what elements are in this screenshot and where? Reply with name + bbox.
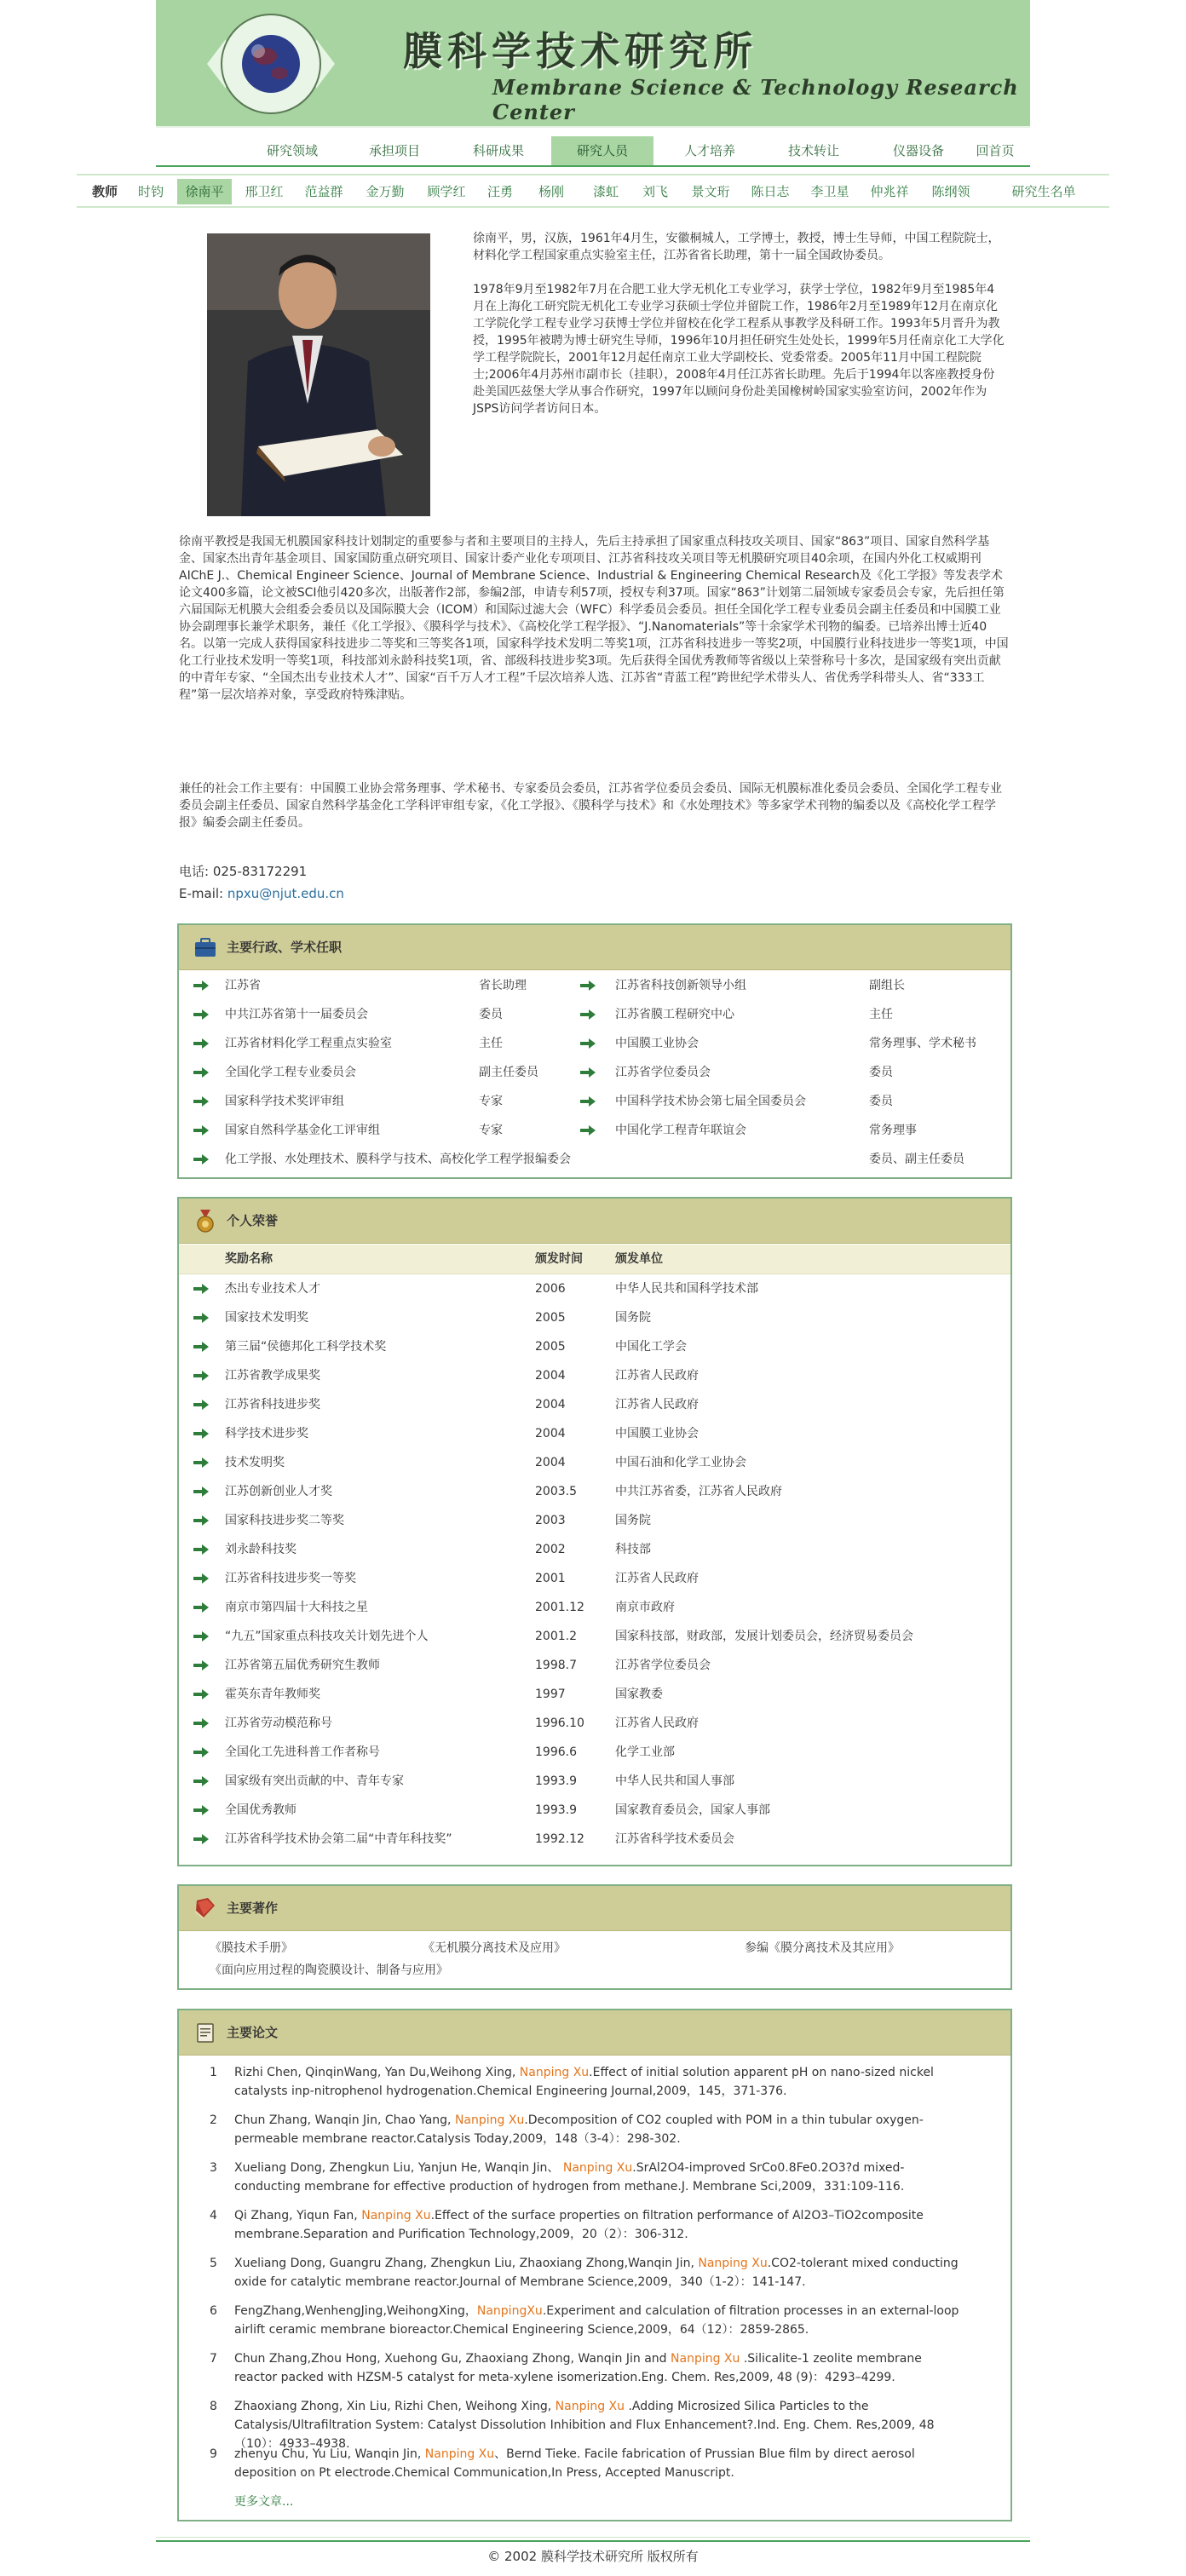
honor-year: 2004: [535, 1398, 566, 1412]
honor-row: [179, 1767, 1010, 1796]
position-row: [179, 1145, 1010, 1174]
paper-title-source: .Decomposition of CO2 coupled with POM in a thin tubular oxygen-permeable membrane reactor.Catalysis Today,2009，148（3-4）：298-302.: [234, 2113, 924, 2146]
paper-authors: Xueliang Dong, Guangru Zhang, Zhengkun Liu, Zhaoxiang Zhong,Wanqin Jin,: [234, 2257, 699, 2270]
more-papers-link[interactable]: 更多文章...: [234, 2495, 294, 2509]
books-panel-header: [179, 1886, 1010, 1931]
positions-panel: [177, 923, 1012, 1179]
position-org: 化工学报、水处理技术、膜科学与技术、高校化学工程学报编委会: [225, 1153, 571, 1166]
honor-org: 江苏省人民政府: [615, 1398, 699, 1412]
profile-bio: [473, 230, 1005, 434]
position-role: 副组长: [869, 979, 905, 992]
subnav-item-liweixing[interactable]: 李卫星: [810, 184, 849, 199]
contact-phone: 电话: 025-83172291: [179, 864, 308, 879]
positions-panel-header: [179, 925, 1010, 970]
position-row: [179, 1116, 1010, 1145]
subnav-item-jinwanqin[interactable]: 金万勤: [366, 184, 405, 199]
arrow-right-icon: [579, 980, 596, 992]
arrow-right-icon: [193, 1038, 210, 1049]
paper-citation: [234, 2445, 967, 2482]
honor-year: 1996.6: [535, 1745, 577, 1759]
honor-year: 2005: [535, 1340, 566, 1354]
honor-row: [179, 1332, 1010, 1361]
contact-email-row: [179, 883, 344, 905]
medal-icon: [193, 1208, 218, 1233]
position-role: 主任: [479, 1037, 503, 1050]
books-panel: [177, 1884, 1012, 1990]
position-role: 委员: [869, 1095, 893, 1108]
honor-org: 国务院: [615, 1514, 651, 1527]
honor-name: 江苏省科技进步奖: [225, 1398, 320, 1412]
honor-name: 江苏省第五届优秀研究生教师: [225, 1659, 380, 1672]
more-papers-row: [234, 2493, 293, 2510]
paper-highlight-author: NanpingXu: [476, 2304, 543, 2318]
honor-row: [179, 1535, 1010, 1564]
honor-row: [179, 1303, 1010, 1332]
position-org: 国家自然科学基金化工评审组: [225, 1124, 380, 1137]
position-role: 常务理事、学术秘书: [869, 1037, 976, 1050]
honor-org: 国家教委: [615, 1688, 663, 1701]
subnav-item-zhongzhaoxiang[interactable]: 仲兆祥: [870, 184, 909, 199]
papers-panel-header: [179, 2010, 1010, 2056]
papers-title: 主要论文: [227, 2025, 279, 2040]
paper-number: 9: [210, 2447, 217, 2461]
logo-globe-icon: [173, 7, 369, 121]
honor-org: 江苏省人民政府: [615, 1716, 699, 1730]
honor-name: 国家技术发明奖: [225, 1311, 308, 1325]
paper-number: 2: [210, 2113, 217, 2127]
nav-research-areas[interactable]: 研究领域: [266, 143, 318, 158]
honor-org: 南京市政府: [615, 1601, 675, 1614]
position-role: 专家: [479, 1124, 503, 1137]
position-role: 副主任委员: [479, 1066, 538, 1079]
honor-year: 2001.12: [535, 1601, 584, 1614]
honor-year: 2004: [535, 1369, 566, 1383]
arrow-right-icon: [193, 1717, 210, 1729]
profile-social: 兼任的社会工作主要有：中国膜工业协会常务理事、学术秘书、专家委员会委员，江苏省学位委员会委员、国际无机膜标准化委员会委员、全国化学工程专业委员会副主任委员、国家自然科学基金化工学科评审组专家，《化工学报》、《膜科学与技术》和《水处理技术》等多家学术刊物的编委以及《高校化学工程学报》编委会副主任委员。: [179, 782, 1002, 830]
honor-year: 2003: [535, 1514, 566, 1527]
position-org: 江苏省科技创新领导小组: [615, 979, 746, 992]
honor-org: 化学工业部: [615, 1745, 675, 1759]
honors-panel-header: [179, 1199, 1010, 1244]
book-item: 《膜技术手册》: [210, 1941, 293, 1955]
position-role: 专家: [479, 1095, 503, 1108]
paper-authors: Chun Zhang, Wanqin Jin, Chao Yang,: [234, 2113, 455, 2127]
honor-year: 2004: [535, 1427, 566, 1440]
arrow-right-icon: [193, 1124, 210, 1136]
paper-highlight-author: Nanping Xu: [698, 2257, 768, 2270]
nav-researchers[interactable]: 研究人员: [551, 136, 653, 165]
honor-row: [179, 1622, 1010, 1651]
honor-org: 国务院: [615, 1311, 651, 1325]
paper-citation: [234, 2349, 967, 2387]
subnav-item-shijun[interactable]: 时钧: [137, 184, 164, 199]
arrow-right-icon: [193, 1428, 210, 1440]
paper-citation: [234, 2111, 967, 2148]
honor-row: [179, 1419, 1010, 1448]
paper-title-source: .CO2-tolerant mixed conducting oxide for catalytic membrane reactor.Journal of Membrane Science,2009，340（1-2）：141-147.: [234, 2257, 959, 2289]
honor-name: 江苏创新创业人才奖: [225, 1485, 332, 1498]
paper-number: 3: [210, 2161, 217, 2175]
honor-row: [179, 1361, 1010, 1390]
nav-equipment[interactable]: 仪器设备: [892, 143, 944, 158]
position-org: 江苏省: [225, 979, 261, 992]
position-role: 常务理事: [869, 1124, 917, 1137]
paper-highlight-author: Nanping Xu: [671, 2352, 740, 2366]
arrow-right-icon: [193, 1601, 210, 1613]
arrow-right-icon: [193, 1067, 210, 1078]
position-row: [179, 1000, 1010, 1029]
honor-name: 刘永龄科技奖: [225, 1543, 296, 1556]
honor-row: [179, 1738, 1010, 1767]
paper-authors: Rizhi Chen, QinqinWang, Yan Du,Weihong Xing,: [234, 2066, 520, 2079]
position-row: [179, 1058, 1010, 1087]
honor-name: 全国优秀教师: [225, 1803, 296, 1817]
paper-authors: Xueliang Dong, Zhengkun Liu, Yanjun He, Wanqin Jin、: [234, 2161, 563, 2175]
arrow-right-icon: [193, 1312, 210, 1324]
honor-org: 中华人民共和国科学技术部: [615, 1282, 758, 1296]
paper-title-source: .Adding Microsized Silica Particles to the Catalysis/Ultrafiltration System: Catalyst Dissolution Inhibition and Flux Enhancement?.Ind. Eng. Chem. Res,2009, 48（10）：4933–4938.: [234, 2400, 935, 2451]
honor-year: 2002: [535, 1543, 566, 1556]
arrow-right-icon: [193, 1688, 210, 1700]
book-item: 《无机膜分离技术及应用》: [423, 1941, 566, 1955]
honor-year: 2001.2: [535, 1630, 577, 1643]
honor-org: 国家科技部，财政部，发展计划委员会，经济贸易委员会: [615, 1630, 913, 1643]
document-icon: [193, 2020, 218, 2045]
arrow-right-icon: [193, 1659, 210, 1671]
subnav-item-jingwenheng[interactable]: 景文珩: [691, 184, 730, 199]
paper-authors: Zhaoxiang Zhong, Xin Liu, Rizhi Chen, Weihong Xing,: [234, 2400, 556, 2413]
honor-org: 中共江苏省委，江苏省人民政府: [615, 1485, 782, 1498]
paper-number: 6: [210, 2304, 217, 2318]
honor-row: [179, 1477, 1010, 1506]
honor-name: 江苏省劳动模范称号: [225, 1716, 332, 1730]
paper-citation: [234, 2302, 967, 2339]
paper-authors: FengZhang,WenhengJing,WeihongXing，: [234, 2304, 477, 2318]
honor-year: 1996.10: [535, 1716, 584, 1730]
arrow-right-icon: [193, 1630, 210, 1642]
nav-home[interactable]: 回首页: [976, 143, 1015, 158]
site-title-cn: 膜科学技术研究所: [403, 28, 757, 74]
site-title-en: Membrane Science & Technology Research Center: [492, 75, 1019, 124]
arrow-right-icon: [193, 1486, 210, 1498]
divider: [77, 174, 1109, 175]
subnav-item-chengangling[interactable]: 陈纲领: [931, 184, 970, 199]
honor-row: [179, 1448, 1010, 1477]
honor-year: 2004: [535, 1456, 566, 1469]
portrait-photo: [207, 233, 430, 516]
position-org: 江苏省材料化学工程重点实验室: [225, 1037, 392, 1050]
subnav-label: 教师: [91, 184, 118, 199]
position-row: [179, 1087, 1010, 1116]
divider: [156, 2537, 1030, 2538]
arrow-right-icon: [193, 1399, 210, 1411]
honor-row: [179, 1680, 1010, 1709]
subnav-item-liufei[interactable]: 刘飞: [642, 184, 668, 199]
subnav-item-qihong[interactable]: 漆虹: [592, 184, 619, 199]
honor-name: 第三届“侯德邦化工科学技术奖: [225, 1340, 387, 1354]
position-role: 主任: [869, 1008, 893, 1021]
paper-highlight-author: Nanping Xu: [424, 2447, 495, 2461]
honor-org: 中国化工学会: [615, 1340, 687, 1354]
honor-name: 国家级有突出贡献的中、青年专家: [225, 1774, 404, 1788]
arrow-right-icon: [193, 1341, 210, 1353]
position-org: 全国化学工程专业委员会: [225, 1066, 356, 1079]
honor-year: 2006: [535, 1282, 566, 1296]
arrow-right-icon: [193, 1009, 210, 1021]
book-icon: [193, 1895, 218, 1921]
subnav-item-chenrizhi[interactable]: 陈日志: [751, 184, 790, 199]
honor-name: “九五”国家重点科技攻关计划先进个人: [225, 1630, 429, 1643]
arrow-right-icon: [579, 1095, 596, 1107]
book-item: 参编《膜分离技术及其应用》: [745, 1941, 900, 1955]
profile-research: 徐南平教授是我国无机膜国家科技计划制定的重要参与者和主要项目的主持人，先后主持承担了国家重点科技攻关项目、国家“863”项目、国家自然科学基金、国家杰出青年基金项目、国家国防重点研究项目、国家计委产业化专项项目、江苏省科技攻关项目等无机膜研究项目40余项，在国内外化工权威期刊AIChE J.、Chemical Engineer Science、Journal of Membrane Science、Industrial & Engineering Chemical Research及《化工学报》等发表学术论文400多篇，论文被SCI他引420多次，出版著作2部，参编2部，申请专利57项，授权专利37项。国家“863”计划第二届领域专家委员会专家，先后担任第六届国际无机膜大会组委会委员以及国际膜大会（ICOM）和国际过滤大会（WFC）科学委员会委员。担任全国化学工程专业委员会副主任委员和中国膜工业协会副理事长兼学术职务，兼任《化工学报》、《膜科学与技术》、《高校化学工程学报》、“J.Nanomaterials”等十余家学术刊物的编委。已培养出博士近40名。以第一完成人获得国家科技进步二等奖和三等奖各1项，国家科学技术发明二等奖1项，江苏省科技进步一等奖2项，中国膜行业科技进步一等奖1项，中国化工行业技术发明一等奖1项，科技部刘永龄科技奖1项，省、部级科技进步奖3项。先后获得全国优秀教师等省级以上荣誉称号十多次，是国家级有突出贡献的中青年专家、“全国杰出专业技术人才”、国家“百千万人才工程”千层次培养人选、江苏省“青蓝工程”跨世纪学术带头人、省优秀学科带头人、省“333工程”第一层次培养对象，享受政府特殊津贴。: [179, 535, 1009, 702]
honors-title: 个人荣誉: [227, 1213, 279, 1228]
arrow-right-icon: [579, 1067, 596, 1078]
subnav-item-wangyong[interactable]: 汪勇: [486, 184, 513, 199]
honors-col-org: 颁发单位: [615, 1252, 663, 1266]
paper-highlight-author: Nanping Xu: [361, 2209, 431, 2222]
position-org: 中国膜工业协会: [615, 1037, 699, 1050]
honor-org: 中国石油和化学工业协会: [615, 1456, 746, 1469]
honor-org: 江苏省人民政府: [615, 1369, 699, 1383]
arrow-right-icon: [193, 1804, 210, 1816]
position-role: 委员、副主任委员: [869, 1153, 964, 1166]
honor-row: [179, 1506, 1010, 1535]
position-org: 中国化学工程青年联谊会: [615, 1124, 746, 1137]
honor-name: 国家科技进步奖二等奖: [225, 1514, 344, 1527]
honor-org: 江苏省科学技术委员会: [615, 1832, 734, 1846]
footer-copyright: © 2002 膜科学技术研究所 版权所有: [487, 2549, 699, 2564]
honor-name: 技术发明奖: [225, 1456, 285, 1469]
honor-name: 霍英东青年教师奖: [225, 1688, 320, 1701]
honors-panel: [177, 1197, 1012, 1866]
arrow-right-icon: [579, 1009, 596, 1021]
arrow-right-icon: [193, 1544, 210, 1555]
honor-name: 科学技术进步奖: [225, 1427, 308, 1440]
subnav-item-guxuehong[interactable]: 顾学红: [427, 184, 466, 199]
header-banner: [156, 0, 1030, 126]
position-row: [179, 971, 1010, 1000]
arrow-right-icon: [579, 1038, 596, 1049]
contact-email-link[interactable]: npxu@njut.edu.cn: [227, 886, 344, 901]
honor-year: 1993.9: [535, 1774, 577, 1788]
honors-table-header: [179, 1245, 1010, 1274]
divider: [156, 165, 1030, 167]
paper-number: 8: [210, 2400, 217, 2413]
paper-highlight-author: Nanping Xu: [562, 2161, 633, 2175]
subnav-item-fanyiqun[interactable]: 范益群: [304, 184, 343, 199]
arrow-right-icon: [193, 980, 210, 992]
arrow-right-icon: [193, 1153, 210, 1165]
divider: [77, 206, 1109, 208]
books-title: 主要著作: [227, 1900, 279, 1916]
position-org: 中国科学技术协会第七届全国委员会: [615, 1095, 806, 1108]
nav-tech-transfer[interactable]: 技术转让: [787, 143, 839, 158]
paper-number: 1: [210, 2066, 217, 2079]
honors-col-name: 奖励名称: [225, 1252, 273, 1266]
honors-col-year: 颁发时间: [535, 1252, 583, 1266]
honor-year: 1992.12: [535, 1832, 584, 1846]
honor-row: [179, 1651, 1010, 1680]
paper-citation: [234, 2159, 967, 2196]
honor-year: 1993.9: [535, 1803, 577, 1817]
position-role: 委员: [479, 1008, 503, 1021]
honor-year: 2003.5: [535, 1485, 577, 1498]
honor-row: [179, 1593, 1010, 1622]
honor-name: 南京市第四届十大科技之星: [225, 1601, 368, 1614]
subnav-item-xingweihong[interactable]: 邢卫红: [245, 184, 284, 199]
positions-title: 主要行政、学术任职: [227, 940, 343, 955]
paper-title-source: 、Bernd Tieke. Facile fabrication of Prussian Blue film by direct aerosol deposition on Pt electrode.Chemical Communication,In Press, Accepted Manuscript.: [234, 2447, 915, 2480]
arrow-right-icon: [193, 1775, 210, 1787]
honor-name: 江苏省科技进步奖一等奖: [225, 1572, 356, 1585]
contact-email-label: E-mail:: [179, 886, 227, 901]
honor-row: [179, 1796, 1010, 1825]
honor-org: 科技部: [615, 1543, 651, 1556]
arrow-right-icon: [193, 1833, 210, 1845]
honor-org: 江苏省学位委员会: [615, 1659, 711, 1672]
paper-title-source: .SrAl2O4-improved SrCo0.8Fe0.2O3?d mixed-conducting membrane for effective production of hydrogen from methane.J. Membrane Sci,2009，331:109-116.: [234, 2161, 905, 2194]
arrow-right-icon: [193, 1515, 210, 1527]
honor-org: 江苏省人民政府: [615, 1572, 699, 1585]
paper-title-source: .Effect of initial solution apparent pH on nano-sized nickel catalysts inp-nitrophenol hydrogenation.Chemical Engineering Journal,2009，145，371-376.: [234, 2066, 934, 2098]
honor-year: 2005: [535, 1311, 566, 1325]
arrow-right-icon: [193, 1283, 210, 1295]
honor-name: 全国化工先进科普工作者称号: [225, 1745, 380, 1759]
paper-highlight-author: Nanping Xu: [454, 2113, 525, 2127]
position-org: 江苏省膜工程研究中心: [615, 1008, 734, 1021]
paper-number: 7: [210, 2352, 217, 2366]
subnav-item-xunanping[interactable]: 徐南平: [177, 179, 232, 204]
position-org: 中共江苏省第十一届委员会: [225, 1008, 368, 1021]
paper-number: 4: [210, 2209, 217, 2222]
honor-row: [179, 1564, 1010, 1593]
profile-career: 1978年9月至1982年7月在合肥工业大学无机化工专业学习，获学士学位，1982年9月至1985年4月在上海化工研究院无机化工专业学习获硕士学位并留院工作，1986年2月至1989年12月在南京化工学院化学工程专业学习获博士学位并留校在化学工程系从事教学及科研工作。1993年5月晋升为教授，1995年被聘为博士研究生导师，1996年10月担任研究生处处长，1999年5月任南京化工大学化学工程学院院长，2001年12月起任南京工业大学副校长、党委常委。2005年11月中国工程院院士;2006年4月苏州市副市长（挂职），2008年4月任江苏省长助理。先后于1994年以客座教授身份赴美国匹兹堡大学从事合作研究，1997年以顾问身份赴美国橡树岭国家实验室访问，2002年作为JSPS访问学者访问日本。: [473, 283, 1005, 416]
arrow-right-icon: [579, 1124, 596, 1136]
honor-year: 2001: [535, 1572, 566, 1585]
arrow-right-icon: [193, 1370, 210, 1382]
honor-row: [179, 1390, 1010, 1419]
arrow-right-icon: [193, 1095, 210, 1107]
honor-row: [179, 1825, 1010, 1854]
paper-number: 5: [210, 2257, 217, 2270]
honor-year: 1998.7: [535, 1659, 577, 1672]
nav-training[interactable]: 人才培养: [683, 143, 735, 158]
honor-name: 江苏省教学成果奖: [225, 1369, 320, 1383]
honor-row: [179, 1274, 1010, 1303]
paper-authors: zhenyu Chu, Yu Liu, Wanqin Jin,: [234, 2447, 425, 2461]
paper-citation: [234, 2254, 967, 2291]
profile-intro: 徐南平，男，汉族，1961年4月生，安徽桐城人，工学博士，教授，博士生导师，中国工程院院士，材料化学工程国家重点实验室主任，江苏省省长助理，第十一届全国政协委员。: [473, 232, 1000, 262]
paper-highlight-author: Nanping Xu: [555, 2400, 625, 2413]
position-row: [179, 1029, 1010, 1058]
honor-year: 1997: [535, 1688, 566, 1701]
arrow-right-icon: [193, 1457, 210, 1469]
paper-authors: Chun Zhang,Zhou Hong, Xuehong Gu, Zhaoxiang Zhong, Wanqin Jin and: [234, 2352, 671, 2366]
honor-org: 中国膜工业协会: [615, 1427, 699, 1440]
main-nav: [156, 136, 1030, 165]
honor-org: 中华人民共和国人事部: [615, 1774, 734, 1788]
arrow-right-icon: [193, 1573, 210, 1584]
papers-panel: [177, 2009, 1012, 2521]
paper-citation: [234, 2063, 967, 2101]
position-org: 国家科学技术奖评审组: [225, 1095, 344, 1108]
paper-title-source: .Silicalite-1 zeolite membrane reactor packed with HZSM-5 catalyst for meta-xylene isomerization.Eng. Chem. Res,2009, 48 (9)：4293–4299.: [234, 2352, 922, 2384]
position-role: 省长助理: [479, 979, 527, 992]
honor-row: [179, 1709, 1010, 1738]
paper-title-source: .Experiment and calculation of filtration processes in an external-loop airlift ceramic membrane bioreactor.Chemical Engineering Science,2009，64（12）：2859-2865.: [234, 2304, 959, 2337]
book-item: 《面向应用过程的陶瓷膜设计、制备与应用》: [210, 1964, 448, 1977]
paper-citation: [234, 2206, 967, 2244]
arrow-right-icon: [193, 1746, 210, 1758]
briefcase-icon: [193, 934, 218, 960]
paper-highlight-author: Nanping Xu: [519, 2066, 590, 2079]
position-role: 委员: [869, 1066, 893, 1079]
nav-achievements[interactable]: 科研成果: [472, 143, 524, 158]
divider: [156, 2540, 1030, 2542]
paper-title-source: .Effect of the surface properties on filtration performance of Al2O3–TiO2composite membrane.Separation and Purification Technology,2009，20（2）：306-312.: [234, 2209, 924, 2241]
nav-projects[interactable]: 承担项目: [368, 143, 420, 158]
honor-name: 江苏省科学技术协会第二届“中青年科技奖”: [225, 1832, 452, 1846]
honor-org: 国家教育委员会，国家人事部: [615, 1803, 770, 1817]
paper-authors: Qi Zhang, Yiqun Fan,: [234, 2209, 362, 2222]
subnav-item-student-list[interactable]: 研究生名单: [1011, 184, 1076, 199]
divider: [156, 126, 1030, 128]
position-org: 江苏省学位委员会: [615, 1066, 711, 1079]
subnav-item-yanggang[interactable]: 杨刚: [538, 184, 564, 199]
honor-name: 杰出专业技术人才: [225, 1282, 320, 1296]
